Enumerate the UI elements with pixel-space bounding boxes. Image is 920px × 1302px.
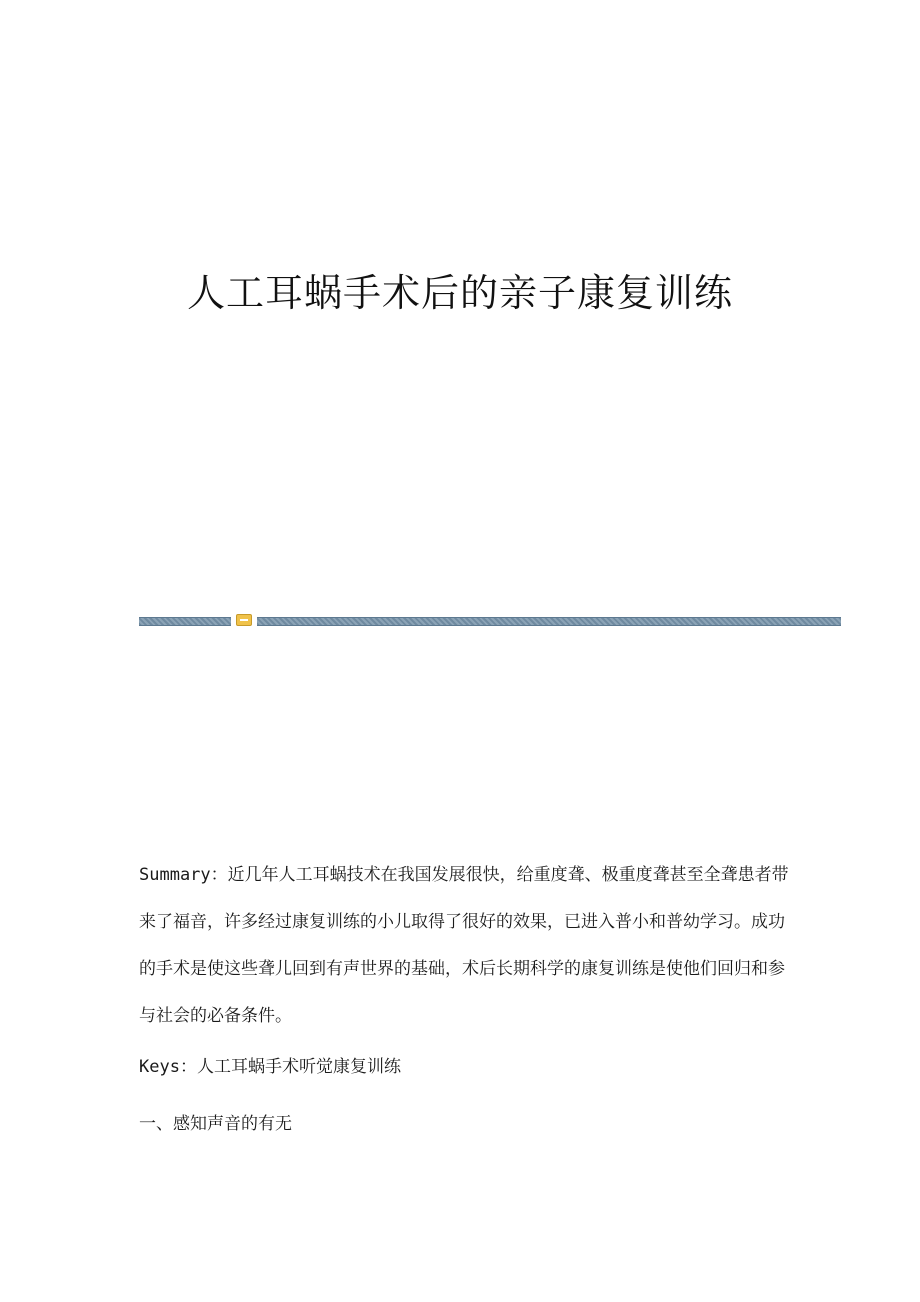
keywords-line [139,1050,789,1084]
title-divider [139,614,841,626]
summary-paragraph [139,852,789,1040]
document-title: 人工耳蜗手术后的亲子康复训练 [186,271,733,315]
divider-bar-left [139,617,231,626]
section-heading: 一、感知声音的有无 [139,1114,292,1134]
divider-ornament-icon [236,614,252,626]
divider-bar-right [257,617,841,626]
summary-text: 近几年人工耳蜗技术在我国发展很快，给重度聋、极重度聋甚至全聋患者带来了福音，许多经过康复训练的小儿取得了很好的效果，已进入普小和普幼学习。成功的手术是使这些聋儿回到有声世界的基础，术后长期科学的康复训练是使他们回归和参与社会的必备条件。 [139,865,789,1026]
summary-label: Summary： [139,865,228,885]
keys-label: Keys： [139,1057,197,1077]
keys-text: 人工耳蜗手术听觉康复训练 [196,1057,401,1077]
